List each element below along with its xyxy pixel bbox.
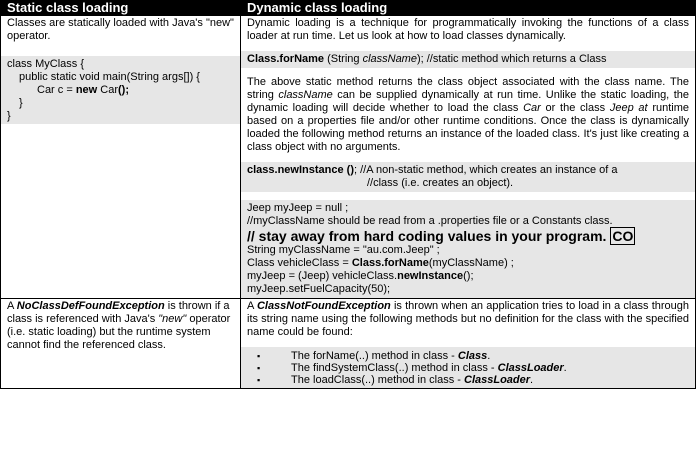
text: or the class — [540, 102, 610, 114]
class-name: ClassLoader — [464, 374, 531, 386]
forname-block — [241, 51, 695, 68]
header-dynamic: Dynamic class loading — [241, 1, 696, 16]
newinstance-block — [241, 162, 695, 192]
exception-name: NoClassDefFoundException — [16, 300, 165, 312]
code-line-new — [7, 84, 234, 97]
text: . — [487, 350, 491, 362]
dynamic-intro: Dynamic loading is a technique for programmatically invoking the functions of a class loader at run time. Let us look at how to load classes dynamically. — [247, 17, 689, 42]
code-l6 — [247, 270, 689, 283]
newinstance-comment: //class (i.e. creates an object). — [367, 177, 514, 189]
list-item — [247, 362, 689, 374]
code-text: (myClassName) ; — [428, 257, 514, 269]
methods-block — [241, 347, 695, 388]
code-text: Car — [97, 84, 119, 96]
text: is thrown when an application tries to load in a class through its string name using the following methods but no definition for the class with the specified name could be found: — [247, 300, 689, 338]
forname-line — [247, 53, 689, 66]
code-line-close2: } — [7, 110, 11, 122]
code-keyword: Class.forName — [247, 53, 325, 65]
list-item — [247, 350, 689, 362]
header-row — [1, 1, 696, 16]
dynamic-code-block — [241, 200, 695, 298]
code-l3 — [247, 228, 689, 244]
code-comment: // stay away from hard coding values in your program. — [247, 228, 607, 244]
class-name: ClassLoader — [497, 362, 564, 374]
code-keyword: class.newInstance () — [247, 164, 354, 176]
code-marker: CO — [612, 228, 634, 244]
code-l7: myJeep.setFuelCapacity(50); — [247, 283, 391, 295]
row-exceptions — [1, 299, 696, 389]
text: className — [278, 89, 333, 101]
newinstance-line — [247, 164, 689, 177]
code-text: (); — [118, 84, 130, 96]
code-text: myJeep = (Jeep) vehicleClass. — [247, 270, 398, 282]
code-l1: Jeep myJeep = null ; — [247, 202, 349, 214]
text: A — [7, 300, 17, 312]
code-text: (String — [324, 53, 363, 65]
dynamic-exception-text — [247, 300, 689, 339]
text: operator (i.e. static loading) but the runtime system cannot find the referenced class. — [7, 313, 231, 351]
dynamic-exception-cell — [241, 299, 696, 389]
text: . — [563, 362, 567, 374]
code-param: className — [362, 53, 417, 65]
code-text: Car c = — [37, 84, 76, 96]
row-loading — [1, 16, 696, 299]
text: is thrown if a class is referenced with Java's — [7, 300, 230, 325]
class-name: Class — [457, 350, 488, 362]
text: . — [530, 374, 534, 386]
code-keyword: newInstance — [397, 270, 464, 282]
code-text: Class vehicleClass = — [247, 257, 352, 269]
code-line-main: public static void main(String args[]) { — [19, 71, 200, 83]
text: The above static method returns the class object associated with the class name. The string — [247, 76, 689, 101]
methods-list — [247, 350, 689, 386]
static-exception-cell — [1, 299, 241, 389]
forname-explanation — [247, 76, 689, 154]
text: A — [247, 300, 257, 312]
text: Jeep at — [609, 102, 648, 114]
code-line-close1: } — [19, 97, 23, 109]
code-keyword: new — [75, 84, 98, 96]
code-text: ); //static method which returns a Class — [416, 53, 607, 65]
code-text: ; //A non-static method, which creates an instance of a — [354, 164, 618, 176]
static-intro: Classes are statically loaded with Java's "new" operator. — [7, 17, 234, 42]
static-loading-cell — [1, 16, 241, 299]
code-l5 — [247, 257, 689, 270]
code-text: (); — [463, 270, 474, 282]
text: runtime based on a properties file and/or other runtime conditions. Once the class is dynamically loaded the following method returns an instance of the loaded class. It's just like creating a class object with no arguments. — [247, 102, 689, 153]
text: The loadClass(..) method in class - — [291, 374, 465, 386]
code-line-class: class MyClass { — [7, 58, 85, 70]
header-static: Static class loading — [1, 1, 241, 16]
text: The findSystemClass(..) method in class - — [291, 362, 498, 374]
code-l2: //myClassName should be read from a .properties file or a Constants class. — [247, 215, 613, 227]
static-exception-text — [7, 300, 234, 352]
text: "new" — [158, 313, 187, 325]
dynamic-loading-cell — [241, 16, 696, 299]
code-l4: String myClassName = "au.com.Jeep" ; — [247, 244, 440, 256]
static-code-block — [1, 56, 240, 124]
code-keyword: Class.forName — [351, 257, 429, 269]
text: The forName(..) method in class - — [291, 350, 458, 362]
exception-name: ClassNotFoundException — [256, 300, 391, 312]
list-item — [247, 374, 689, 386]
text: Car — [523, 102, 541, 114]
text: can be supplied dynamically at run time. Unlike the static loading, the dynamic loading will decide whether to load the class — [247, 89, 689, 114]
